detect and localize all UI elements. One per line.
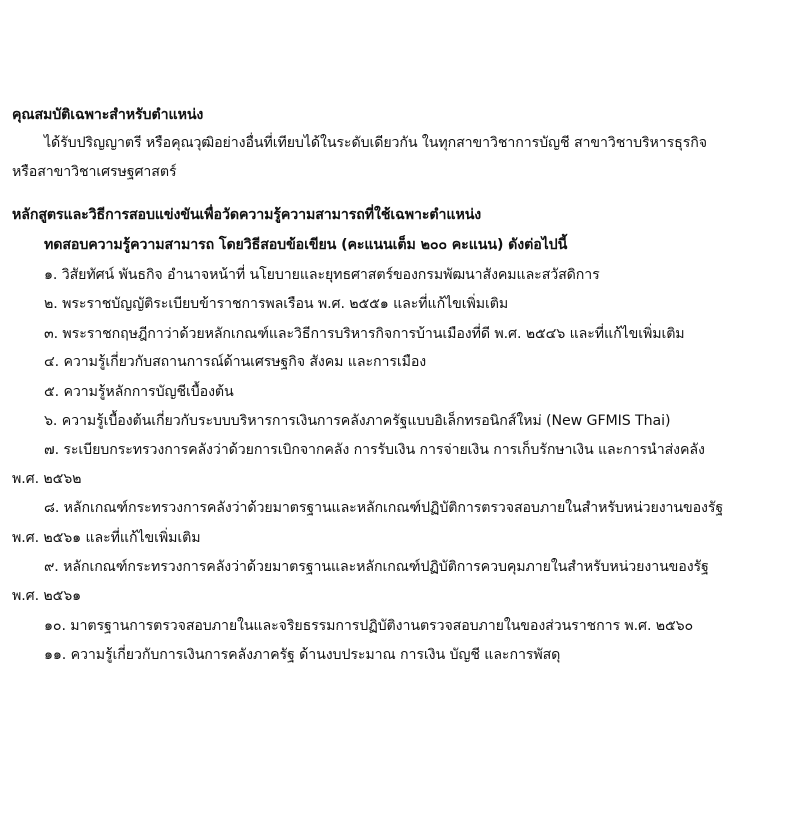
exam-heading: หลักสูตรและวิธีการสอบแข่งขันเพื่อวัดความรู้ความสามารถที่ใช้เฉพาะตำแหน่ง xyxy=(12,207,482,223)
exam-subheading: ทดสอบความรู้ความสามารถ โดยวิธีสอบข้อเขียน (คะแนนเต็ม ๒๐๐ คะแนน) ดังต่อไปนี้ xyxy=(44,237,568,253)
exam-item-10: ๑๐. มาตรฐานการตรวจสอบภายในและจริยธรรมการปฏิบัติงานตรวจสอบภายในของส่วนราชการ พ.ศ. ๒๕๖๐ xyxy=(44,618,694,634)
exam-item-3: ๓. พระราชกฤษฎีกาว่าด้วยหลักเกณฑ์และวิธีการบริหารกิจการบ้านเมืองที่ดี พ.ศ. ๒๕๔๖ และที่แก้ไขเพิ่มเติม xyxy=(44,326,685,342)
exam-item-5: ๕. ความรู้หลักการบัญชีเบื้องต้น xyxy=(44,384,234,400)
exam-item-4: ๔. ความรู้เกี่ยวกับสถานการณ์ด้านเศรษฐกิจ สังคม และการเมือง xyxy=(44,354,427,370)
qualifications-text-line-1: ได้รับปริญญาตรี หรือคุณวุฒิอย่างอื่นที่เทียบได้ในระดับเดียวกัน ในทุกสาขาวิชาการบัญชี สาขาวิชาบริหารธุรกิจ xyxy=(44,135,707,151)
exam-item-2: ๒. พระราชบัญญัติระเบียบข้าราชการพลเรือน พ.ศ. ๒๕๕๑ และที่แก้ไขเพิ่มเติม xyxy=(44,296,509,312)
exam-item-1: ๑. วิสัยทัศน์ พันธกิจ อำนาจหน้าที่ นโยบายและยุทธศาสตร์ของกรมพัฒนาสังคมและสวัสดิการ xyxy=(44,267,600,283)
exam-item-8-continuation: พ.ศ. ๒๕๖๑ และที่แก้ไขเพิ่มเติม xyxy=(12,530,201,546)
qualifications-heading: คุณสมบัติเฉพาะสำหรับตำแหน่ง xyxy=(12,107,204,123)
exam-item-9-continuation: พ.ศ. ๒๕๖๑ xyxy=(12,588,82,604)
exam-item-6: ๖. ความรู้เบื้องต้นเกี่ยวกับระบบบริหารการเงินการคลังภาครัฐแบบอิเล็กทรอนิกส์ใหม่ (New GFMIS Thai) xyxy=(44,413,671,429)
exam-item-7: ๗. ระเบียบกระทรวงการคลังว่าด้วยการเบิกจากคลัง การรับเงิน การจ่ายเงิน การเก็บรักษาเงิน และการนำส่งคลัง xyxy=(44,442,705,458)
exam-item-7-continuation: พ.ศ. ๒๕๖๒ xyxy=(12,471,82,487)
exam-item-11: ๑๑. ความรู้เกี่ยวกับการเงินการคลังภาครัฐ ด้านงบประมาณ การเงิน บัญชี และการพัสดุ xyxy=(44,647,561,663)
exam-item-8: ๘. หลักเกณฑ์กระทรวงการคลังว่าด้วยมาตรฐานและหลักเกณฑ์ปฏิบัติการตรวจสอบภายในสำหรับหน่วยงานของรัฐ xyxy=(44,500,724,516)
qualifications-text-line-2: หรือสาขาวิชาเศรษฐศาสตร์ xyxy=(12,164,177,180)
exam-item-9: ๙. หลักเกณฑ์กระทรวงการคลังว่าด้วยมาตรฐานและหลักเกณฑ์ปฏิบัติการควบคุมภายในสำหรับหน่วยงานของรัฐ xyxy=(44,559,709,575)
